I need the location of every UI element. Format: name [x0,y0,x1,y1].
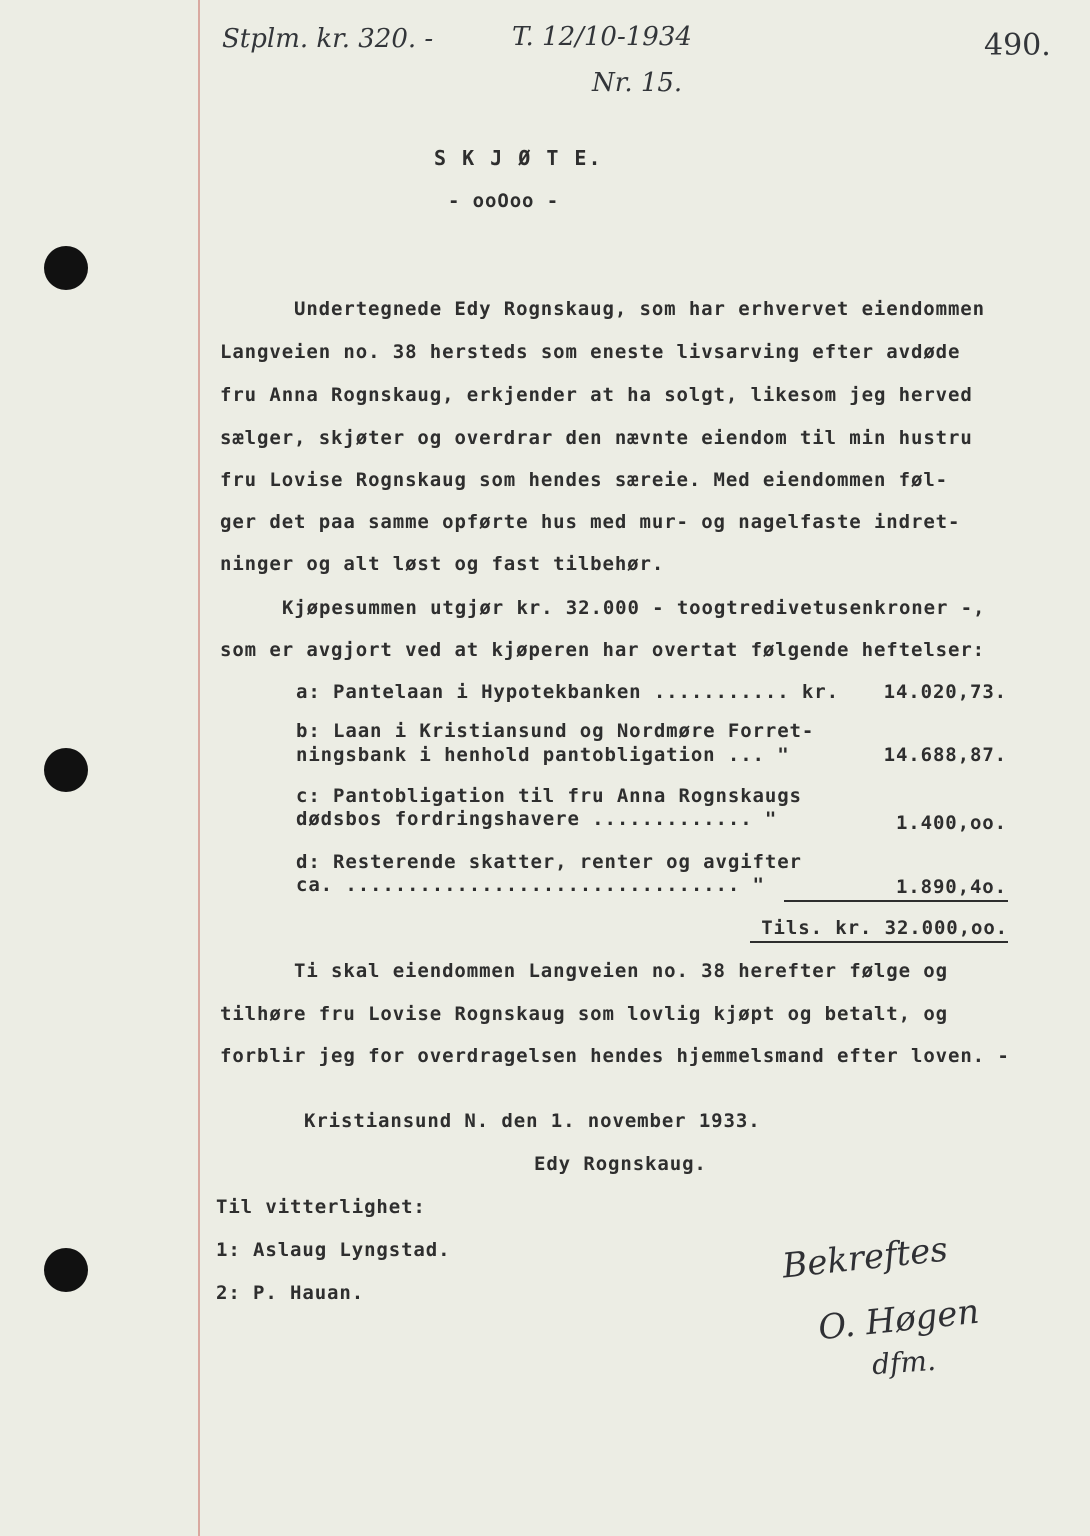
paragraph1-line: ninger og alt løst og fast tilbehør. [220,553,665,575]
item-c-line: dødsbos fordringshavere ............. " [296,808,778,830]
punch-hole-top [44,246,88,290]
certification-signature: dfm. [870,1343,937,1382]
sum-rule [784,900,1008,902]
document-title: S K J Ø T E. [434,146,603,170]
page-number: 490. [984,28,1051,63]
registration-number-note: Nr. 15. [592,68,683,98]
paragraph1-line: fru Lovise Rognskaug som hendes særeie. Med eiendommen føl- [220,469,948,491]
paragraph2-line: som er avgjort ved at kjøperen har overtat følgende heftelser: [220,639,986,661]
paragraph3-line: forblir jeg for overdragelsen hendes hjemmelsmand efter loven. - [220,1045,1010,1067]
witness-2: 2: P. Hauan. [216,1282,365,1304]
paragraph1-line: ger det paa samme opførte hus med mur- og nagelfaste indret- [220,511,961,533]
paragraph3-line: Ti skal eiendommen Langveien no. 38 herefter følge og [294,960,948,982]
place-and-date: Kristiansund N. den 1. november 1933. [304,1110,761,1132]
item-d-line: d: Resterende skatter, renter og avgifter [296,851,802,873]
item-c-line: c: Pantobligation til fru Anna Rognskaugs [296,785,802,807]
item-a-amount: 14.020,73. [883,681,1007,703]
margin-line [198,0,200,1536]
witness-1: 1: Aslaug Lyngstad. [216,1239,451,1261]
registration-date-note: T. 12/10-1934 [512,22,692,52]
item-d-line: ca. ................................ " [296,874,765,896]
certification-signature: Bekreftes [780,1229,950,1287]
paragraph1-line: Langveien no. 38 hersteds som eneste livsarving efter avdøde [220,341,961,363]
paragraph2-line: Kjøpesummen utgjør kr. 32.000 - toogtredivetusenkroner -, [282,597,986,619]
paragraph1-line: sælger, skjøter og overdrar den nævnte eiendom til min hustru [220,427,973,449]
stamp-fee-note: Stplm. kr. 320. - [222,24,434,54]
item-c-amount: 1.400,oo. [895,812,1007,834]
total-amount: Tils. kr. 32.000,oo. [761,917,1008,939]
document-subtitle: - ooOoo - [448,190,560,212]
total-underline [750,941,1008,943]
item-b-amount: 14.688,87. [883,744,1007,766]
item-b-line: b: Laan i Kristiansund og Nordmøre Forret- [296,720,815,742]
paragraph1-line: fru Anna Rognskaug, erkjender at ha solgt, likesom jeg herved [220,384,973,406]
punch-hole-bottom [44,1248,88,1292]
punch-hole-middle [44,748,88,792]
item-b-line: ningsbank i henhold pantobligation ... " [296,744,790,766]
signer-name: Edy Rognskaug. [534,1153,707,1175]
certification-signature: O. Høgen [816,1291,982,1349]
item-d-amount: 1.890,4o. [895,876,1007,898]
witness-heading: Til vitterlighet: [216,1196,426,1218]
paragraph3-line: tilhøre fru Lovise Rognskaug som lovlig kjøpt og betalt, og [220,1003,948,1025]
item-a-line: a: Pantelaan i Hypotekbanken ........... kr. [296,681,839,703]
paragraph1-line: Undertegnede Edy Rognskaug, som har erhvervet eiendommen [294,298,985,320]
